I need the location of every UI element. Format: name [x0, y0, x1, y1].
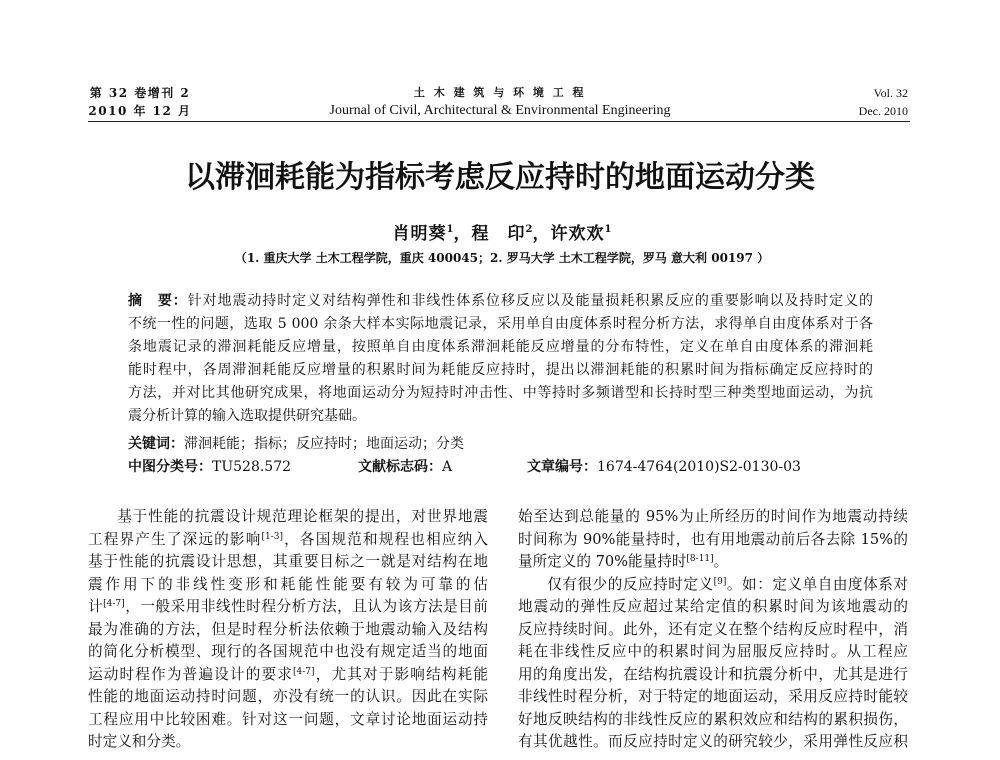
header-volume-en: Vol. 32: [873, 86, 908, 100]
abstract-line: 震分析计算的输入选取提供研究基础。: [128, 408, 366, 424]
body-column-left: [88, 506, 488, 754]
body-line: 耗在非线性反应中的积累时间为屈服反应持时。从工程应: [518, 643, 908, 660]
author-separator: ，: [453, 224, 472, 244]
body-line: 反应持续时间。此外，还有定义在整个结构反应时程中，消: [518, 620, 908, 638]
author-affiliation-mark: 1: [446, 224, 454, 235]
body-line: 时定义和分类。: [88, 733, 191, 750]
body-line: [88, 529, 488, 552]
body-line: 最为准确的方法，但是时程分析法依赖于地震动输入及结构: [88, 620, 488, 638]
body-text: 计: [88, 598, 104, 615]
body-line: 用的角度出发，在结构抗震设计和抗震分析中，尤其是进行: [518, 665, 908, 683]
body-line: 始至达到总能量的 95%为止所经历的时间作为地震动持续: [518, 508, 908, 525]
body-text: 。: [713, 553, 729, 570]
clc-value: TU528.572: [212, 459, 292, 475]
body-line: 有其优越性。而反应持时定义的研究较少，采用弹性反应积: [518, 733, 908, 750]
classification-line: [128, 456, 908, 478]
abstract: [128, 290, 873, 428]
body-text: ，尤其对于影响结构耗能: [314, 665, 488, 683]
body-text: ，一般采用非线性时程分析方法，且认为该方法是目前: [124, 598, 488, 615]
header-journal-block: [200, 84, 800, 120]
abstract-label: 摘 要：: [128, 293, 188, 309]
body-line: 工程应用中比较困难。针对这一问题，文章讨论地面运动持: [88, 710, 488, 728]
body-line: 非线性时程分析，对于特定的地面运动，采用反应持时能较: [518, 688, 908, 705]
body-line: 的简化分析模型、现行的各国规范中也没有规定适当的地面: [88, 643, 488, 660]
body-line: [518, 551, 908, 574]
body-line: 震作用下的非线性变形和耗能性能要有较为可靠的估: [88, 575, 488, 593]
author-affiliation-mark: 2: [525, 224, 533, 235]
document-code-label: 文献标志码：: [358, 459, 442, 475]
citation-ref: [4-7]: [293, 666, 315, 677]
header-issue: 第 32 卷增刊 2: [89, 86, 191, 100]
body-line: 好地反映结构的非线性反应的累积效应和结构的累积损伤，: [518, 710, 908, 728]
abstract-line: 条地震记录的滞洄耗能反应增量，按照单自由度体系滞洄耗能反应增量的分布特性，定义在单自由度体系的滞洄耗: [128, 339, 873, 355]
body-text: ，各国规范和规程也相应纳入: [282, 530, 488, 548]
header-volume-block: [859, 84, 908, 120]
citation-ref: [9]: [713, 576, 727, 587]
paper-title: 以滞洄耗能为指标考虑反应持时的地面运动分类: [185, 160, 815, 195]
author-list: [0, 223, 1000, 245]
body-text: 运动时程作为普遍设计的要求: [88, 665, 293, 683]
body-text: 工程界产生了深远的影响: [88, 530, 262, 548]
article-number: [527, 456, 801, 478]
keywords: [128, 433, 908, 455]
clc-label: 中图分类号：: [128, 459, 212, 475]
article-number-label: 文章编号：: [527, 459, 597, 475]
header-date-en: Dec. 2010: [858, 104, 908, 118]
abstract-line: 能时程中，各周滞洄耗能反应增量的积累时间为耗能反应持时，提出以滞洄耗能的积累时间为指标确定反应持时的: [128, 362, 873, 378]
author-name: 程 印: [471, 224, 526, 244]
abstract-line: [128, 290, 873, 313]
header-issue-block: [88, 84, 192, 120]
abstract-line: 方法，并对比其他研究成果，将地面运动分为短持时冲击性、中等持时多频谱型和长持时型三种类型地面运动，为抗: [128, 385, 873, 401]
keywords-label: 关键词：: [128, 436, 184, 452]
header-rule: [88, 121, 910, 122]
citation-ref: [1-3]: [261, 531, 283, 542]
journal-name-en: Journal of Civil, Architectural & Environmental Engineering: [329, 103, 671, 118]
body-line: 性能的地面运动持时问题，亦没有统一的认识。因此在实际: [88, 688, 488, 705]
body-line: 基于性能的抗震设计思想，其重要目标之一就是对结构在地: [88, 553, 488, 570]
author-affiliation-mark: 1: [604, 224, 612, 235]
body-line: [88, 664, 488, 687]
body-line: 地震动的弹性反应超过某给定值的积累时间为该地震动的: [518, 598, 908, 615]
clc-number: [128, 456, 291, 478]
body-line: 时间称为 90%能量持时，也有用地震动前后各去除 15%的: [518, 530, 908, 548]
body-line: 基于性能的抗震设计规范理论框架的提出，对世界地震: [117, 508, 488, 525]
body-column-right: [518, 506, 908, 754]
body-text: 仅有很少的反应持时定义: [547, 575, 714, 593]
header-date-cn: 2010 年 12 月: [88, 104, 192, 118]
author-name: 许欢欢: [550, 224, 605, 244]
journal-name-cn: 土 木 建 筑 与 环 境 工 程: [413, 86, 587, 99]
document-code: [358, 456, 452, 478]
body-text: 量所定义的 70%能量持时: [518, 553, 687, 570]
author-name: 肖明葵: [392, 224, 447, 244]
abstract-line: 不统一性的问题，选取 5 000 余条大样本实际地震记录，采用单自由度体系时程分析方法，求得单自由度体系对于各: [128, 316, 873, 332]
author-affiliations: （1. 重庆大学 土木工程学院，重庆 400045；2. 罗马大学 土木工程学院，罗马 意大利 00197 ）: [234, 251, 770, 265]
body-text: 。如：定义单自由度体系对: [726, 575, 908, 593]
abstract-text: 针对地震动持时定义对结构弹性和非线性体系位移反应以及能量损耗积累反应的重要影响以及持时定义的: [187, 293, 873, 309]
citation-ref: [8-11]: [686, 554, 714, 564]
author-separator: ，: [532, 224, 551, 244]
body-line: [88, 596, 488, 619]
article-number-value: 1674-4764(2010)S2-0130-03: [597, 459, 801, 475]
keywords-text: 滞洄耗能；指标；反应持时；地面运动；分类: [184, 436, 464, 452]
body-line: [518, 574, 908, 597]
citation-ref: [4-7]: [103, 599, 125, 609]
document-code-value: A: [442, 459, 453, 475]
